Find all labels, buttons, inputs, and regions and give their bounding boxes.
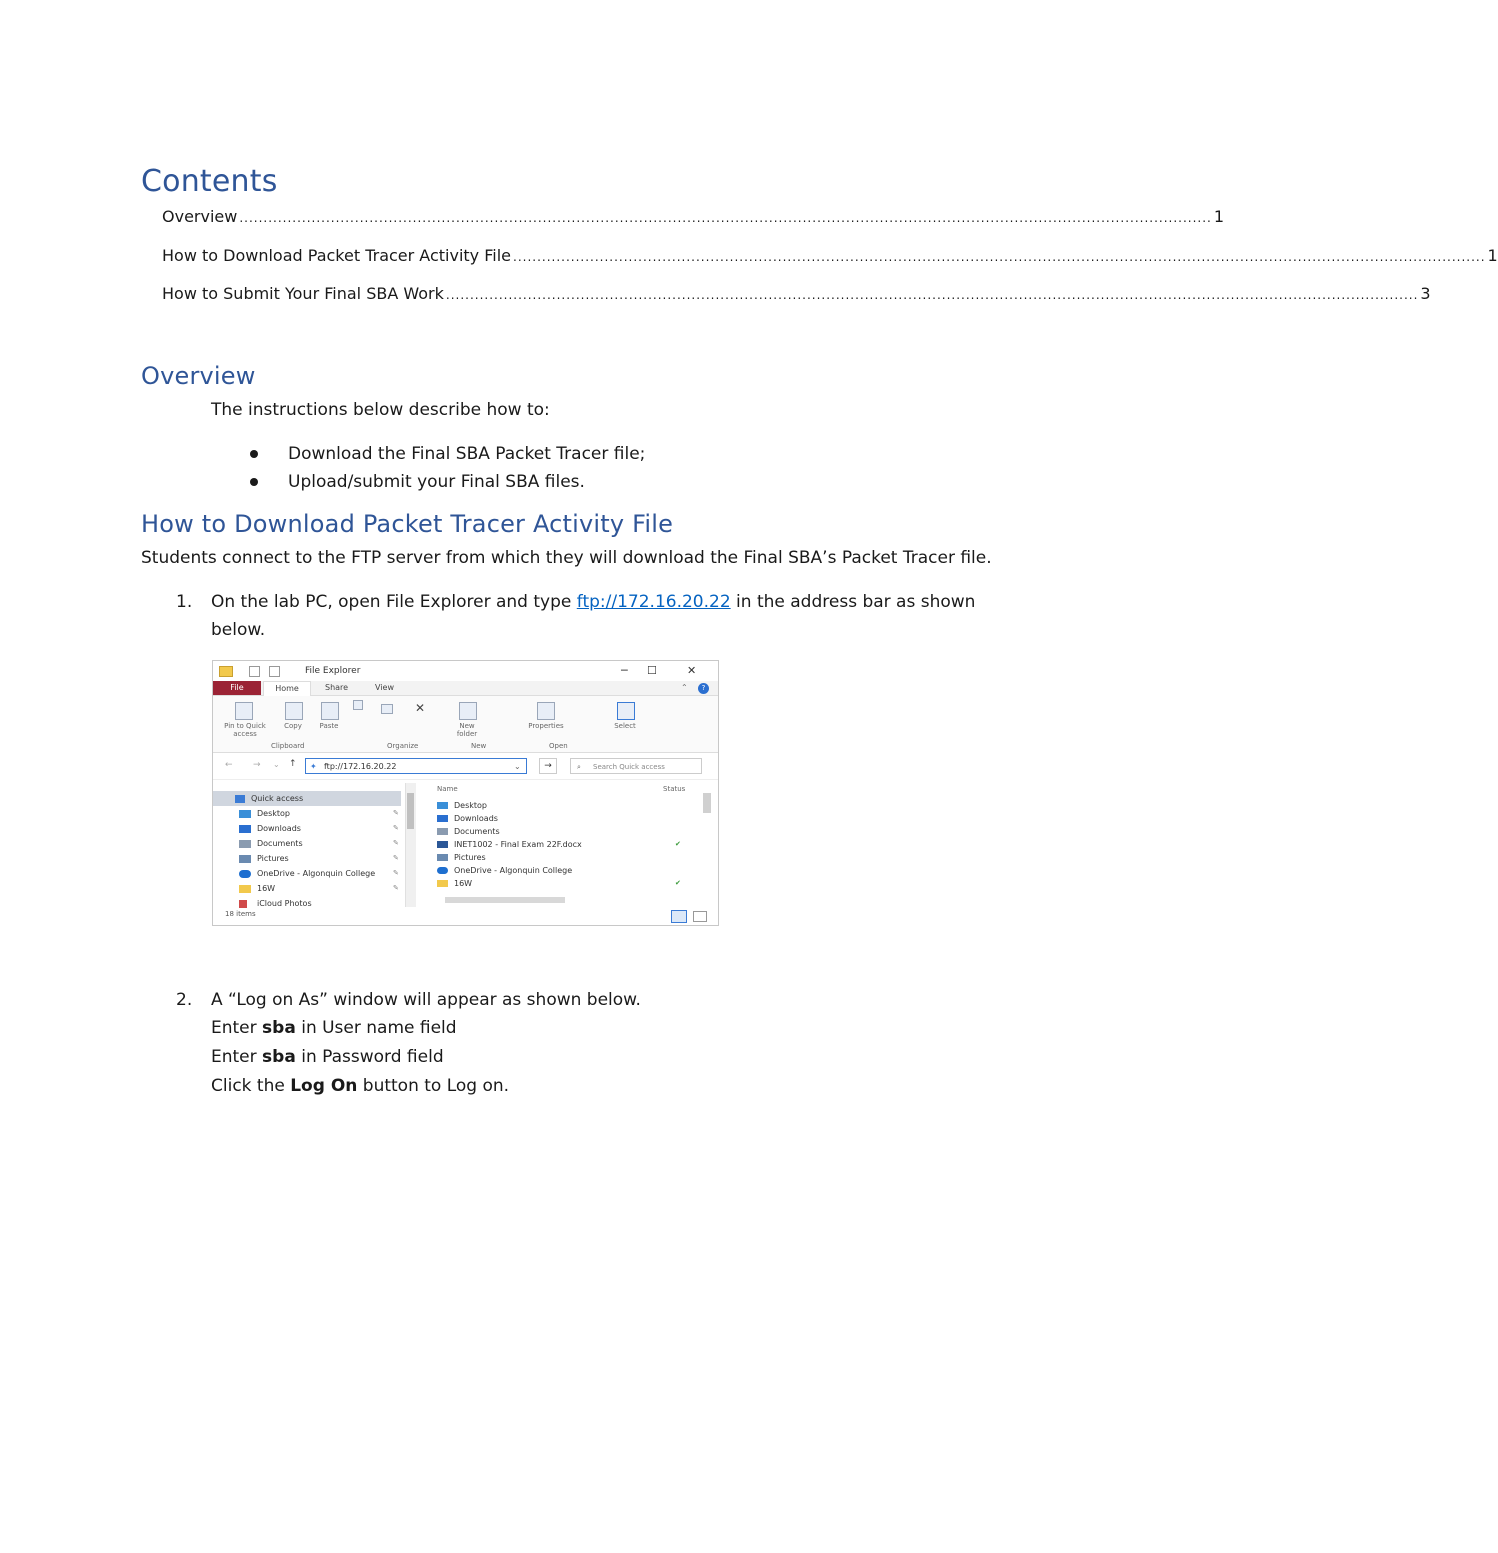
- group-label: Organize: [387, 742, 419, 750]
- tab-share[interactable]: Share: [325, 683, 349, 692]
- pin-label: Pin to Quick access: [224, 722, 266, 738]
- file-explorer-screenshot: [212, 660, 719, 926]
- address-input[interactable]: [305, 758, 527, 774]
- text-run: in User name field: [295, 1018, 457, 1038]
- toc-leader: ..........................................................................................................................................................................................................: [239, 211, 1212, 225]
- contents-heading: Contents: [141, 164, 278, 199]
- tab-view[interactable]: View: [375, 683, 394, 692]
- step1-text: [211, 588, 975, 616]
- address-value: ftp://172.16.20.22: [324, 762, 397, 771]
- new-folder-icon: [269, 666, 280, 677]
- horizontal-scroll-thumb[interactable]: [445, 897, 565, 903]
- close-icon[interactable]: ✕: [687, 664, 697, 677]
- cut-icon[interactable]: [353, 700, 363, 710]
- nav-item-16w[interactable]: [213, 881, 401, 896]
- toc-leader: ..........................................................................................................................................................................................................: [445, 288, 1419, 302]
- search-placeholder: Search Quick access: [593, 763, 665, 771]
- bullet-text: Download the Final SBA Packet Tracer file;: [288, 444, 646, 464]
- back-icon[interactable]: ←: [225, 760, 233, 770]
- list-item-label: INET1002 - Final Exam 22F.docx: [454, 840, 582, 849]
- pin-icon: ✎: [393, 854, 399, 862]
- go-icon[interactable]: →: [539, 758, 557, 774]
- toc-page-number: 1: [1487, 246, 1498, 265]
- column-header-status[interactable]: Status: [663, 785, 686, 793]
- list-item-label: 16W: [454, 879, 473, 888]
- step1-text-line2: below.: [211, 620, 266, 640]
- details-view-icon[interactable]: [671, 910, 687, 923]
- explorer-title: File Explorer: [305, 666, 361, 676]
- text-run: Enter: [211, 1018, 263, 1038]
- nav-item-label: 16W: [257, 884, 276, 893]
- group-label: Clipboard: [271, 742, 305, 750]
- list-item-label: Downloads: [454, 814, 498, 823]
- ribbon-toolbar: [213, 696, 718, 753]
- properties-icon[interactable]: [537, 702, 555, 720]
- navigation-pane: [213, 789, 405, 925]
- paste-label: Paste: [319, 722, 339, 730]
- step-number: 2.: [176, 990, 193, 1010]
- step2-line4: [211, 1072, 509, 1100]
- photos-icon: [239, 900, 247, 908]
- nav-item-label: OneDrive - Algonquin College: [257, 869, 376, 878]
- move-to-icon[interactable]: [381, 704, 393, 714]
- new-folder-label: New folder: [456, 722, 478, 738]
- forward-icon[interactable]: →: [253, 760, 261, 770]
- network-icon: ✦: [310, 762, 317, 771]
- search-icon: ⌕: [577, 763, 581, 771]
- folder-icon: [219, 666, 233, 677]
- nav-item-desktop[interactable]: [213, 806, 401, 821]
- toc-entry-overview[interactable]: [162, 207, 1225, 231]
- nav-item-label: Downloads: [257, 824, 301, 833]
- delete-icon[interactable]: ✕: [415, 701, 426, 715]
- nav-item-label: iCloud Photos: [257, 899, 312, 908]
- step2-line2: [211, 1014, 457, 1042]
- text-run: Enter: [211, 1047, 263, 1067]
- nav-item-downloads[interactable]: [213, 821, 401, 836]
- copy-icon[interactable]: [285, 702, 303, 720]
- download-intro: Students connect to the FTP server from which they will download the Final SBA’s Packet Tracer file.: [141, 548, 992, 568]
- column-header-name[interactable]: Name: [437, 785, 458, 793]
- download-heading: How to Download Packet Tracer Activity File: [141, 510, 674, 538]
- star-icon: [235, 795, 245, 803]
- document-icon: [239, 840, 251, 848]
- large-icons-view-icon[interactable]: [693, 911, 707, 922]
- list-item[interactable]: [435, 838, 705, 851]
- toc-entry-submit[interactable]: [162, 284, 1431, 308]
- minimize-icon[interactable]: ─: [621, 664, 628, 677]
- item-count: 18 items: [225, 910, 256, 918]
- password-value: sba: [262, 1047, 296, 1067]
- picture-icon: [437, 854, 448, 861]
- list-scroll-thumb[interactable]: [703, 793, 711, 813]
- address-bar-row: [213, 753, 718, 780]
- list-item[interactable]: [435, 812, 705, 825]
- folder-icon: [437, 880, 448, 887]
- chevron-down-icon[interactable]: ⌄: [273, 760, 280, 769]
- text-run: button to Log on.: [357, 1076, 510, 1096]
- list-item-label: Documents: [454, 827, 500, 836]
- cloud-icon: [437, 867, 448, 874]
- list-item[interactable]: [435, 851, 705, 864]
- download-icon: [437, 815, 448, 822]
- sync-status-icon: ✔: [675, 840, 681, 848]
- step1-text-before: On the lab PC, open File Explorer and type: [211, 592, 577, 612]
- nav-item-quick-access[interactable]: [213, 791, 401, 806]
- overview-heading: Overview: [141, 362, 256, 390]
- properties-label: Properties: [528, 722, 564, 730]
- list-item[interactable]: [435, 825, 705, 838]
- list-item[interactable]: [435, 799, 705, 812]
- copy-label: Copy: [284, 722, 302, 730]
- text-run: Click the: [211, 1076, 291, 1096]
- nav-item-documents[interactable]: [213, 836, 401, 851]
- tab-home[interactable]: Home: [263, 681, 311, 696]
- list-item-label: Desktop: [454, 801, 487, 810]
- list-item[interactable]: [435, 864, 705, 877]
- list-item[interactable]: [435, 877, 705, 890]
- list-item-label: Pictures: [454, 853, 486, 862]
- select-icon[interactable]: [617, 702, 635, 720]
- chevron-up-icon[interactable]: ⌃: [681, 683, 688, 692]
- status-bar: [213, 908, 718, 925]
- step2-line1: A “Log on As” window will appear as shown below.: [211, 990, 641, 1010]
- toc-entry-download[interactable]: [162, 246, 1498, 270]
- explorer-title-bar: [213, 661, 718, 681]
- word-document-icon: [437, 841, 448, 848]
- toc-entry-text: Overview: [162, 207, 238, 226]
- document-icon: [437, 828, 448, 835]
- nav-item-label: Quick access: [251, 794, 304, 803]
- pin-icon: ✎: [393, 884, 399, 892]
- paste-icon[interactable]: [321, 702, 339, 720]
- toc-page-number: 1: [1213, 207, 1225, 226]
- step2-line3: [211, 1043, 444, 1071]
- toc-entry-text: How to Download Packet Tracer Activity File: [162, 246, 511, 265]
- help-icon[interactable]: ?: [698, 683, 709, 694]
- toc-page-number: 3: [1420, 284, 1431, 303]
- toc-leader: ..........................................................................................................................................................................................................: [513, 250, 1486, 264]
- chevron-down-icon[interactable]: ⌄: [514, 762, 521, 771]
- group-label: New: [471, 742, 487, 750]
- scroll-thumb[interactable]: [407, 793, 414, 829]
- username-value: sba: [262, 1018, 296, 1038]
- desktop-icon: [437, 802, 448, 809]
- list-item-label: OneDrive - Algonquin College: [454, 866, 573, 875]
- maximize-icon[interactable]: ☐: [647, 664, 657, 677]
- ribbon-tabs: [213, 681, 718, 696]
- download-icon: [239, 825, 251, 833]
- nav-item-pictures[interactable]: [213, 851, 401, 866]
- file-list: [423, 783, 718, 913]
- ftp-link[interactable]: ftp://172.16.20.22: [576, 592, 731, 612]
- bullet-dot-icon: [250, 478, 258, 486]
- folder-icon: [239, 885, 251, 893]
- search-input[interactable]: [570, 758, 702, 774]
- tab-file[interactable]: File: [213, 681, 261, 695]
- desktop-icon: [239, 810, 251, 818]
- new-folder-icon[interactable]: [459, 702, 477, 720]
- pin-icon: ✎: [393, 869, 399, 877]
- toc-entry-text: How to Submit Your Final SBA Work: [162, 284, 444, 303]
- log-on-label: Log On: [290, 1076, 358, 1096]
- bullet-text: Upload/submit your Final SBA files.: [288, 472, 585, 492]
- up-icon[interactable]: ↑: [289, 759, 297, 769]
- overview-intro: The instructions below describe how to:: [211, 400, 550, 420]
- nav-scrollbar[interactable]: [405, 783, 416, 907]
- pin-icon: ✎: [393, 824, 399, 832]
- nav-item-onedrive[interactable]: [213, 866, 401, 881]
- select-label: Select: [614, 722, 636, 730]
- nav-item-label: Pictures: [257, 854, 289, 863]
- cloud-icon: [239, 870, 251, 878]
- sync-status-icon: ✔: [675, 879, 681, 887]
- text-run: in Password field: [295, 1047, 444, 1067]
- step-number: 1.: [176, 592, 193, 612]
- step1-text-after: in the address bar as shown: [730, 592, 976, 612]
- picture-icon: [239, 855, 251, 863]
- pin-icon: ✎: [393, 839, 399, 847]
- nav-item-label: Desktop: [257, 809, 290, 818]
- group-label: Open: [549, 742, 568, 750]
- pin-icon[interactable]: [235, 702, 253, 720]
- nav-item-label: Documents: [257, 839, 303, 848]
- properties-icon: [249, 666, 260, 677]
- pin-icon: ✎: [393, 809, 399, 817]
- bullet-dot-icon: [250, 450, 258, 458]
